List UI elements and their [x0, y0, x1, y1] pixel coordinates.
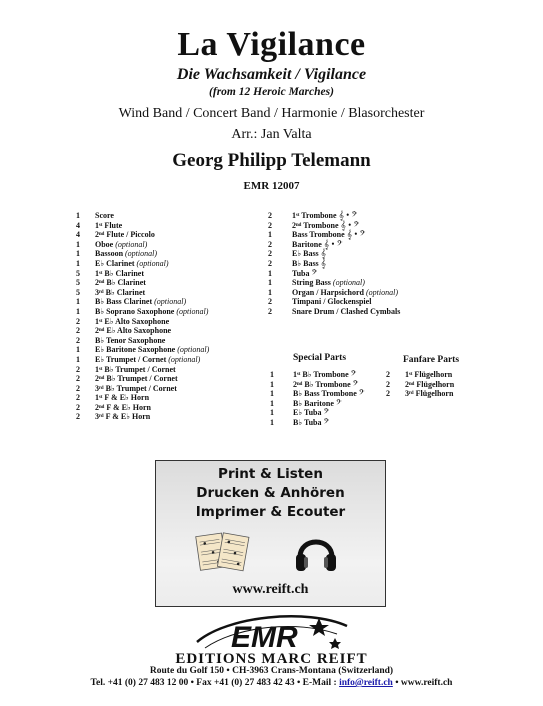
part-quantity: 2: [268, 220, 272, 230]
optional-note: (optional): [176, 306, 209, 316]
part-row: [386, 380, 486, 390]
part-name-cell: [95, 230, 155, 240]
part-row: [270, 380, 390, 390]
part-row: [268, 269, 388, 279]
publisher-address: Route du Golf 150 • CH-3963 Crans-Montana (Switzerland): [149, 666, 394, 676]
part-name: Bassoon: [95, 249, 124, 259]
part-name: 3ʳᵈ F & E♭ Horn: [95, 412, 151, 422]
contact-prefix: Tel. +41 (0) 27 483 12 00 • Fax +41 (0) 27 483 42 43 • E-Mail :: [90, 678, 340, 688]
part-name: B♭ Tenor Saxophone: [95, 335, 166, 345]
part-name-cell: [405, 389, 453, 399]
part-row: [76, 374, 276, 384]
part-name-cell: [95, 269, 144, 279]
part-name-cell: [95, 403, 151, 413]
part-quantity: 1: [268, 287, 272, 297]
part-quantity: 1: [76, 306, 80, 316]
part-name: 1ˢᵗ E♭ Alto Saxophone: [95, 316, 170, 326]
part-name: Tuba: [292, 268, 310, 278]
part-name-cell: [293, 370, 356, 380]
headphones-icon: [292, 527, 340, 575]
part-name-cell: [292, 297, 371, 307]
part-name-cell: [95, 336, 165, 346]
part-quantity: 1: [76, 354, 80, 364]
part-name: Snare Drum / Clashed Cymbals: [292, 306, 401, 316]
part-name: E♭ Trumpet / Cornet: [95, 354, 167, 364]
part-row: [270, 389, 390, 399]
part-name-cell: [95, 355, 200, 365]
part-name: B♭ Bass: [292, 258, 319, 268]
part-row: [270, 399, 390, 409]
part-name-cell: [95, 240, 147, 250]
clef-icon: 𝄞: [320, 257, 326, 268]
part-row: [76, 403, 276, 413]
part-name: String Bass: [292, 278, 331, 288]
clef-icon: 𝄞: [320, 248, 326, 259]
part-name: 2ⁿᵈ B♭ Trumpet / Cornet: [95, 374, 178, 384]
part-quantity: 5: [76, 278, 80, 288]
part-name-cell: [292, 240, 343, 250]
part-name: 2ⁿᵈ F & E♭ Horn: [95, 402, 151, 412]
part-name-cell: [95, 384, 177, 394]
part-row: [76, 297, 276, 307]
part-name: B♭ Tuba: [293, 417, 322, 427]
part-row: [76, 355, 276, 365]
optional-note: (optional): [115, 239, 148, 249]
part-name: 2ⁿᵈ Flute / Piccolo: [95, 230, 155, 240]
part-quantity: 2: [76, 326, 80, 336]
part-name-cell: [95, 278, 146, 288]
part-name-cell: [95, 249, 157, 259]
part-name: 1ˢᵗ Flute: [95, 220, 123, 230]
part-quantity: 4: [76, 220, 80, 230]
part-quantity: 2: [268, 211, 272, 220]
part-name: Oboe: [95, 239, 114, 249]
part-name: B♭ Baritone: [293, 398, 334, 408]
part-row: [268, 297, 388, 307]
piece-title: La Vigilance: [177, 26, 366, 63]
part-quantity: 1: [76, 297, 80, 307]
part-quantity: 2: [76, 364, 80, 374]
clef-icon: 𝄢: [358, 388, 365, 399]
part-row: [386, 370, 486, 380]
part-name-cell: [95, 317, 169, 327]
part-name-cell: [292, 269, 317, 279]
part-name: B♭ Soprano Saxophone: [95, 306, 175, 316]
part-quantity: 2: [76, 316, 80, 326]
logo-text: EMR: [231, 621, 298, 652]
part-quantity: 2: [76, 335, 80, 345]
part-name: 1ˢᵗ F & E♭ Horn: [95, 393, 150, 403]
part-quantity: 2: [386, 389, 390, 399]
part-quantity: 2: [268, 258, 272, 268]
part-row: [270, 408, 390, 418]
clef-icon: 𝄢: [352, 378, 359, 389]
parts-list-left: [76, 211, 276, 422]
clef-icon: 𝄢: [350, 369, 357, 379]
clef-icon: 𝄢: [335, 397, 342, 408]
optional-note: (optional): [177, 345, 210, 355]
part-quantity: 2: [268, 297, 272, 307]
part-quantity: 1: [270, 408, 274, 418]
part-name: 2ⁿᵈ B♭ Trombone: [293, 379, 351, 389]
part-row: [268, 278, 388, 288]
part-name: 1ˢᵗ Flügelhorn: [405, 370, 453, 379]
part-quantity: 5: [76, 268, 80, 278]
special-parts-list: [270, 370, 390, 428]
source-collection: (from 12 Heroic Marches): [209, 86, 334, 98]
part-name: E♭ Baritone Saxophone: [95, 345, 176, 355]
part-name: B♭ Bass Clarinet: [95, 297, 153, 307]
emr-logo-icon: [187, 612, 355, 652]
part-name-cell: [292, 278, 365, 288]
part-quantity: 1: [268, 230, 272, 240]
part-row: [76, 269, 276, 279]
part-name: Baritone: [292, 239, 322, 249]
special-parts-heading: Special Parts: [293, 353, 347, 363]
part-name-cell: [292, 307, 400, 317]
part-quantity: 4: [76, 230, 80, 240]
fanfare-parts-list: [386, 370, 486, 399]
part-row: [268, 259, 388, 269]
instrumentation-line: Wind Band / Concert Band / Harmonie / Blasorchester: [118, 106, 425, 121]
part-quantity: 2: [268, 249, 272, 259]
part-row: [76, 317, 276, 327]
part-name-cell: [95, 307, 208, 317]
email-link[interactable]: info@reift.ch: [339, 678, 393, 688]
part-row: [268, 306, 401, 317]
part-quantity: 5: [76, 287, 80, 297]
clef-icon: 𝄢: [323, 416, 330, 427]
part-name: 2ⁿᵈ Flügelhorn: [405, 379, 455, 389]
part-row: [270, 418, 390, 428]
part-name: Organ / Harpsichord: [292, 287, 365, 297]
part-name: 1ˢᵗ Trombone: [292, 211, 337, 220]
part-name: 3ʳᵈ B♭ Clarinet: [95, 287, 146, 297]
part-quantity: 2: [76, 383, 80, 393]
publisher-name: EDITIONS MARC REIFT: [175, 651, 368, 667]
part-row: [76, 240, 276, 250]
part-quantity: 1: [268, 268, 272, 278]
part-row: [76, 278, 276, 288]
part-row: [268, 287, 399, 298]
part-name-cell: [293, 380, 358, 390]
promo-url-link[interactable]: www.reift.ch: [232, 582, 309, 597]
part-quantity: 1: [76, 249, 80, 259]
part-name-cell: [95, 374, 178, 384]
part-name: E♭ Tuba: [293, 408, 322, 418]
part-row: [268, 221, 388, 231]
promo-line-2: Drucken & Anhören: [196, 485, 345, 501]
part-name: 3ʳᵈ Flügelhorn: [405, 389, 454, 399]
part-row: [76, 345, 276, 355]
part-name-cell: [95, 259, 169, 269]
part-name: 1ˢᵗ B♭ Clarinet: [95, 268, 144, 278]
part-quantity: 1: [270, 379, 274, 389]
part-name: E♭ Bass: [292, 249, 319, 259]
part-name-cell: [95, 412, 150, 422]
print-listen-box[interactable]: [155, 460, 386, 607]
part-name: Bass Trombone: [292, 230, 345, 240]
part-quantity: 1: [268, 278, 272, 288]
part-row: [76, 288, 276, 298]
optional-note: (optional): [332, 278, 365, 288]
part-name-cell: [95, 326, 171, 336]
part-row: [76, 211, 276, 221]
part-row: [76, 230, 276, 240]
part-name-cell: [405, 380, 454, 390]
part-quantity: 1: [270, 398, 274, 408]
part-name-cell: [95, 297, 186, 307]
part-quantity: 2: [386, 379, 390, 389]
sheet-music-icon: [194, 527, 252, 575]
part-name: 1ˢᵗ B♭ Trumpet / Cornet: [95, 364, 176, 374]
part-row: [76, 259, 276, 269]
promo-line-3: Imprimer & Ecouter: [195, 504, 346, 520]
part-row: [268, 249, 388, 259]
piece-subtitle: Die Wachsamkeit / Vigilance: [176, 66, 367, 83]
clef-icon: 𝄢: [311, 267, 318, 278]
contact-suffix: • www.reift.ch: [392, 678, 453, 688]
part-name-cell: [95, 393, 149, 403]
part-name: 2ⁿᵈ E♭ Alto Saxophone: [95, 326, 172, 336]
part-name: E♭ Clarinet: [95, 258, 135, 268]
part-name-cell: [95, 221, 122, 231]
part-name-cell: [95, 211, 114, 221]
promo-line-1: Print & Listen: [218, 466, 323, 482]
parts-list-right: [268, 210, 401, 317]
part-name-cell: [293, 389, 365, 399]
arranger-line: Arr.: Jan Valta: [231, 127, 312, 142]
part-quantity: 1: [76, 239, 80, 249]
part-row: [76, 336, 276, 346]
clef-icon: 𝄞 • 𝄢: [323, 238, 343, 249]
part-row: [76, 365, 276, 375]
part-quantity: 1: [76, 345, 80, 355]
part-quantity: 2: [76, 393, 80, 403]
optional-note: (optional): [168, 354, 201, 364]
part-name: 2ⁿᵈ B♭ Clarinet: [95, 278, 146, 288]
part-quantity: 2: [76, 402, 80, 412]
part-row: [76, 307, 276, 317]
part-name: Score: [95, 211, 114, 220]
clef-icon: 𝄞 • 𝄢: [340, 219, 360, 230]
part-quantity: 2: [76, 412, 80, 422]
optional-note: (optional): [366, 287, 399, 297]
part-row: [270, 370, 390, 380]
optional-note: (optional): [125, 249, 158, 259]
part-row: [76, 221, 276, 231]
clef-icon: 𝄞 • 𝄢: [338, 210, 358, 220]
part-quantity: 1: [270, 370, 274, 379]
part-row: [268, 240, 388, 250]
publisher-contact: [0, 678, 543, 688]
part-name-cell: [292, 259, 326, 269]
part-row: [76, 384, 276, 394]
part-name-cell: [293, 418, 329, 428]
part-quantity: 2: [268, 239, 272, 249]
part-quantity: 1: [76, 258, 80, 268]
clef-icon: 𝄞 • 𝄢: [346, 229, 366, 240]
optional-note: (optional): [154, 297, 187, 307]
part-name-cell: [292, 288, 398, 298]
catalog-number: EMR 12007: [243, 180, 300, 192]
part-quantity: 1: [270, 389, 274, 399]
composer-name: Georg Philipp Telemann: [172, 150, 371, 171]
part-row: [76, 412, 276, 422]
fanfare-parts-heading: Fanfare Parts: [403, 355, 460, 365]
optional-note: (optional): [136, 258, 169, 268]
part-row: [268, 211, 388, 221]
part-quantity: 2: [268, 306, 272, 316]
part-name-cell: [95, 365, 176, 375]
part-name-cell: [95, 345, 209, 355]
part-name-cell: [293, 399, 342, 409]
part-quantity: 2: [76, 374, 80, 384]
part-name-cell: [405, 370, 452, 380]
part-quantity: 1: [76, 211, 80, 220]
part-row: [76, 393, 276, 403]
part-quantity: 2: [386, 370, 390, 379]
clef-icon: 𝄢: [323, 407, 330, 418]
part-name: 3ʳᵈ B♭ Trumpet / Cornet: [95, 383, 177, 393]
part-name: Timpani / Glockenspiel: [292, 297, 372, 307]
part-row: [76, 326, 276, 336]
part-name: B♭ Bass Trombone: [293, 389, 357, 399]
part-name: 1ˢᵗ B♭ Trombone: [293, 370, 349, 379]
part-name-cell: [95, 288, 145, 298]
part-name: 2ⁿᵈ Trombone: [292, 220, 339, 230]
part-row: [76, 249, 276, 259]
part-row: [386, 389, 486, 399]
part-quantity: 1: [270, 417, 274, 427]
